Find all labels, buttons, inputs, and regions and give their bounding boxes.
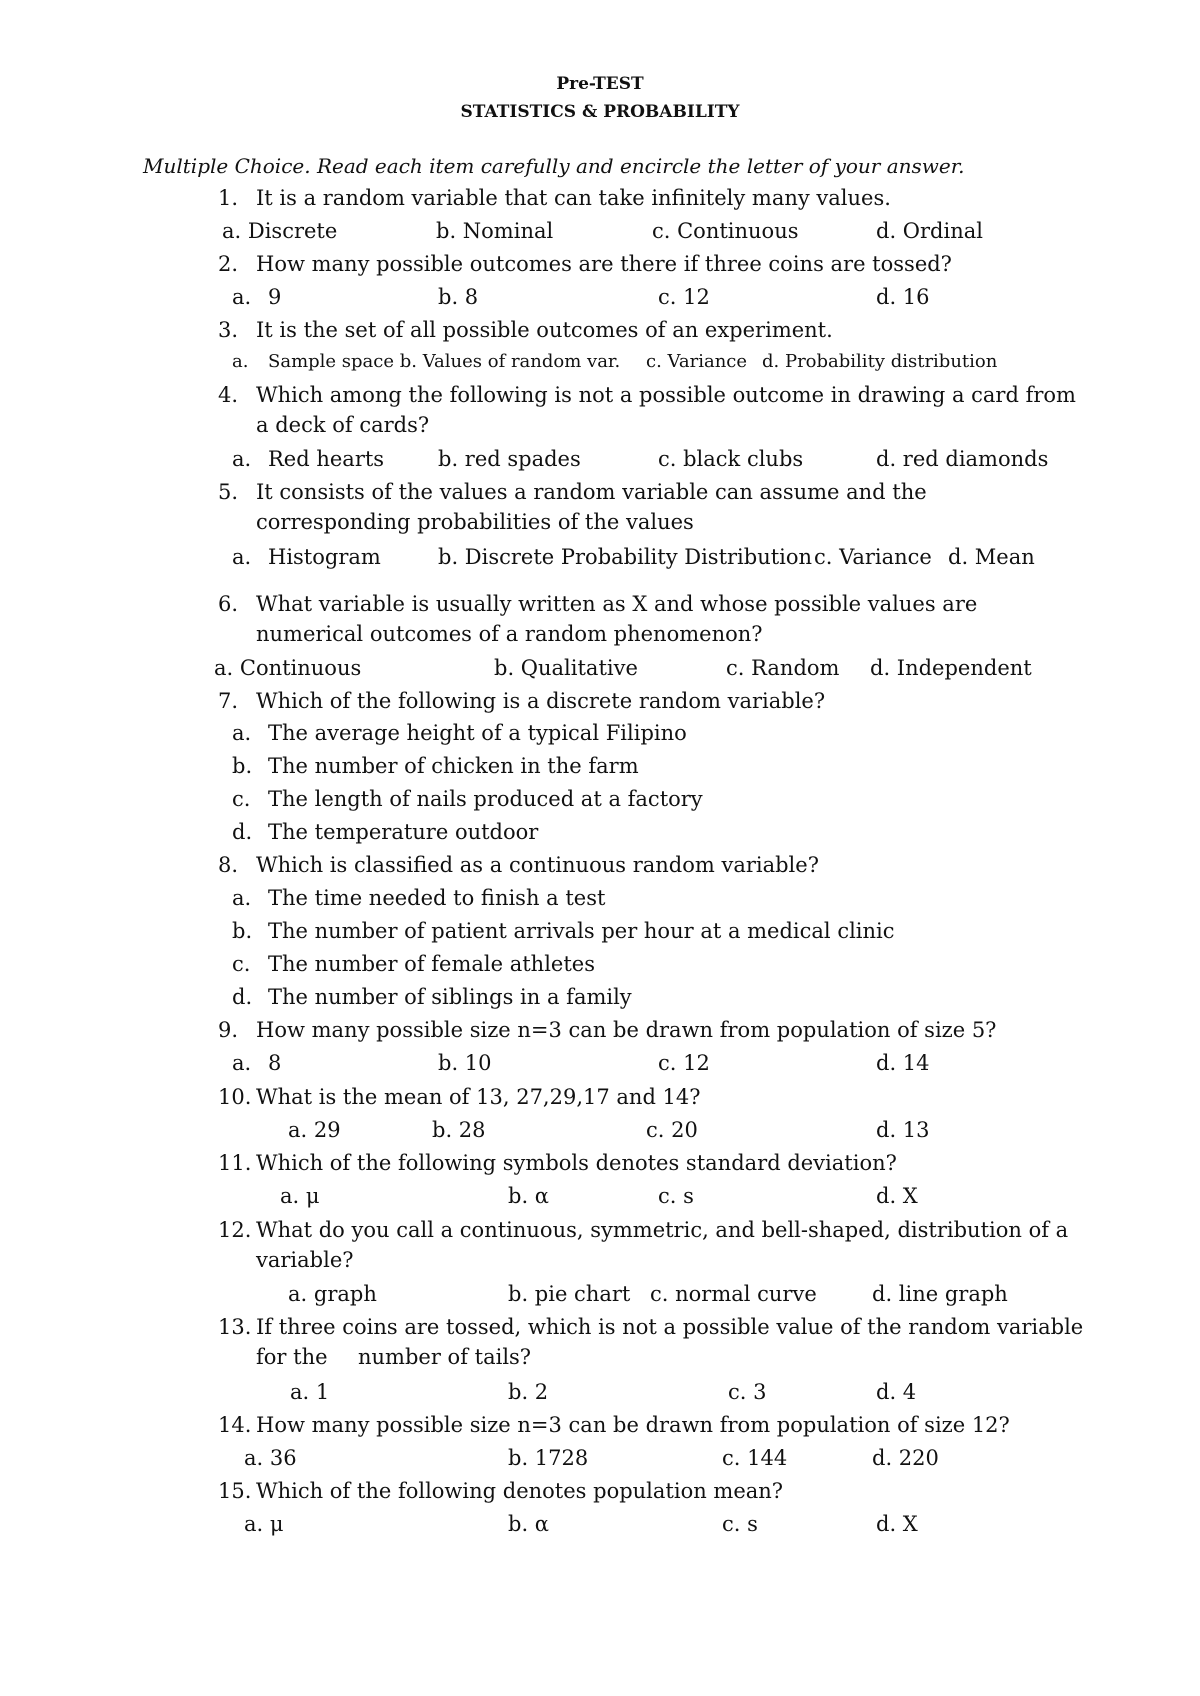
option: b. 10 <box>438 1051 492 1075</box>
option: The time needed to finish a test <box>268 886 606 910</box>
option: c. black clubs <box>658 447 804 471</box>
option-letter: a. <box>232 545 252 569</box>
question-text: If three coins are tossed, which is not a possible value of the random variable <box>256 1315 1084 1339</box>
option: b. 28 <box>432 1118 486 1142</box>
option: d. 16 <box>876 285 930 309</box>
option: a. Discrete <box>222 219 338 243</box>
question-text: corresponding probabilities of the values <box>256 510 694 534</box>
option: d. Mean <box>948 545 1035 569</box>
question-number: 1. <box>218 186 239 210</box>
option: 8 <box>268 1051 282 1075</box>
option: b. Discrete Probability Distribution <box>438 545 813 569</box>
question-text: How many possible size n=3 can be drawn from population of size 12? <box>256 1413 1010 1437</box>
question-text: What is the mean of 13, 27,29,17 and 14? <box>256 1085 701 1109</box>
question-number: 6. <box>218 592 239 616</box>
question-number: 13. <box>218 1315 252 1339</box>
question-number: 14. <box>218 1413 252 1437</box>
option-letter: b. <box>232 754 253 778</box>
option: a. 1 <box>290 1380 330 1404</box>
question-number: 11. <box>218 1151 252 1175</box>
option-letter: d. <box>232 985 253 1009</box>
option: a. μ <box>280 1184 320 1208</box>
option: c. 20 <box>646 1118 698 1142</box>
option: b. 2 <box>508 1380 549 1404</box>
option: b. pie chart <box>508 1282 631 1306</box>
question-number: 15. <box>218 1479 252 1503</box>
question-number: 3. <box>218 318 239 342</box>
question-text: It is a random variable that can take infinitely many values. <box>256 186 891 210</box>
option: d. X <box>876 1512 918 1536</box>
option-letter: a. <box>232 721 252 745</box>
question-number: 5. <box>218 480 239 504</box>
test-title: Pre-TEST <box>556 74 644 94</box>
option: b. α <box>508 1184 549 1208</box>
question-text: Which among the following is not a possible outcome in drawing a card from <box>256 383 1076 407</box>
option: The number of patient arrivals per hour at a medical clinic <box>268 919 895 943</box>
question-text: a deck of cards? <box>256 413 430 437</box>
option: d. Independent <box>870 656 1032 680</box>
test-subject: STATISTICS & PROBABILITY <box>460 102 740 122</box>
question-text: Which of the following denotes population mean? <box>256 1479 784 1503</box>
question-text: Which of the following is a discrete random variable? <box>256 689 826 713</box>
option-letter: a. <box>232 1051 252 1075</box>
option-letter: b. <box>232 919 253 943</box>
question-text: Which of the following symbols denotes standard deviation? <box>256 1151 897 1175</box>
option: c. s <box>658 1184 694 1208</box>
option: c. 12 <box>658 1051 710 1075</box>
option: c. Variance <box>646 351 748 372</box>
question-text: How many possible size n=3 can be drawn from population of size 5? <box>256 1018 997 1042</box>
option: d. Probability distribution <box>762 351 998 372</box>
option: c. normal curve <box>650 1282 817 1306</box>
option: c. Random <box>726 656 840 680</box>
question-text: What variable is usually written as X and whose possible values are <box>256 592 978 616</box>
question-number: 8. <box>218 853 239 877</box>
option-letter: d. <box>232 820 253 844</box>
option: d. Ordinal <box>876 219 983 243</box>
question-text: Which is classified as a continuous random variable? <box>256 853 819 877</box>
question-text: number of tails? <box>358 1345 532 1369</box>
option: d. X <box>876 1184 918 1208</box>
option: a. graph <box>288 1282 377 1306</box>
option-letter: a. <box>232 285 252 309</box>
option: d. 4 <box>876 1380 917 1404</box>
option: c. s <box>722 1512 758 1536</box>
question-number: 12. <box>218 1218 252 1242</box>
question-text: It is the set of all possible outcomes of an experiment. <box>256 318 833 342</box>
option: The temperature outdoor <box>268 820 539 844</box>
option-letter: a. <box>232 351 249 372</box>
option: d. line graph <box>872 1282 1008 1306</box>
option: a. 29 <box>288 1118 341 1142</box>
option: b. Qualitative <box>494 656 638 680</box>
option: 9 <box>268 285 282 309</box>
option: The length of nails produced at a factory <box>268 787 703 811</box>
option: b. 8 <box>438 285 479 309</box>
question-number: 9. <box>218 1018 239 1042</box>
option: d. red diamonds <box>876 447 1049 471</box>
question-text: What do you call a continuous, symmetric, and bell-shaped, distribution of a <box>256 1218 1069 1242</box>
option: d. 14 <box>876 1051 930 1075</box>
option: c. Variance <box>814 545 932 569</box>
question-number: 4. <box>218 383 239 407</box>
option: c. 3 <box>728 1380 767 1404</box>
question-text: How many possible outcomes are there if three coins are tossed? <box>256 252 952 276</box>
question-text: numerical outcomes of a random phenomenon? <box>256 622 763 646</box>
option: The number of siblings in a family <box>268 985 632 1009</box>
option-letter: c. <box>232 787 251 811</box>
question-text: variable? <box>256 1248 354 1272</box>
option: b. 1728 <box>508 1446 589 1470</box>
option: d. 220 <box>872 1446 939 1470</box>
option: c. Continuous <box>652 219 799 243</box>
question-text: for the <box>256 1345 328 1369</box>
option-letter: a. <box>232 447 252 471</box>
option-letter: a. <box>232 886 252 910</box>
question-text: It consists of the values a random variable can assume and the <box>256 480 927 504</box>
option: The average height of a typical Filipino <box>268 721 687 745</box>
instructions: Multiple Choice. Read each item carefully and encircle the letter of your answer. <box>143 154 965 178</box>
option: b. Nominal <box>436 219 554 243</box>
option: The number of chicken in the farm <box>268 754 639 778</box>
option: b. α <box>508 1512 549 1536</box>
option: a. 36 <box>244 1446 297 1470</box>
option: a. μ <box>244 1512 284 1536</box>
option: d. 13 <box>876 1118 930 1142</box>
option: c. 12 <box>658 285 710 309</box>
option-letter: c. <box>232 952 251 976</box>
option: Sample space b. Values of random var. <box>268 351 621 372</box>
option: c. 144 <box>722 1446 788 1470</box>
question-number: 10. <box>218 1085 252 1109</box>
option: a. Continuous <box>214 656 362 680</box>
option: Red hearts <box>268 447 385 471</box>
option: The number of female athletes <box>268 952 595 976</box>
option: Histogram <box>268 545 381 569</box>
question-number: 7. <box>218 689 239 713</box>
question-number: 2. <box>218 252 239 276</box>
option: b. red spades <box>438 447 581 471</box>
